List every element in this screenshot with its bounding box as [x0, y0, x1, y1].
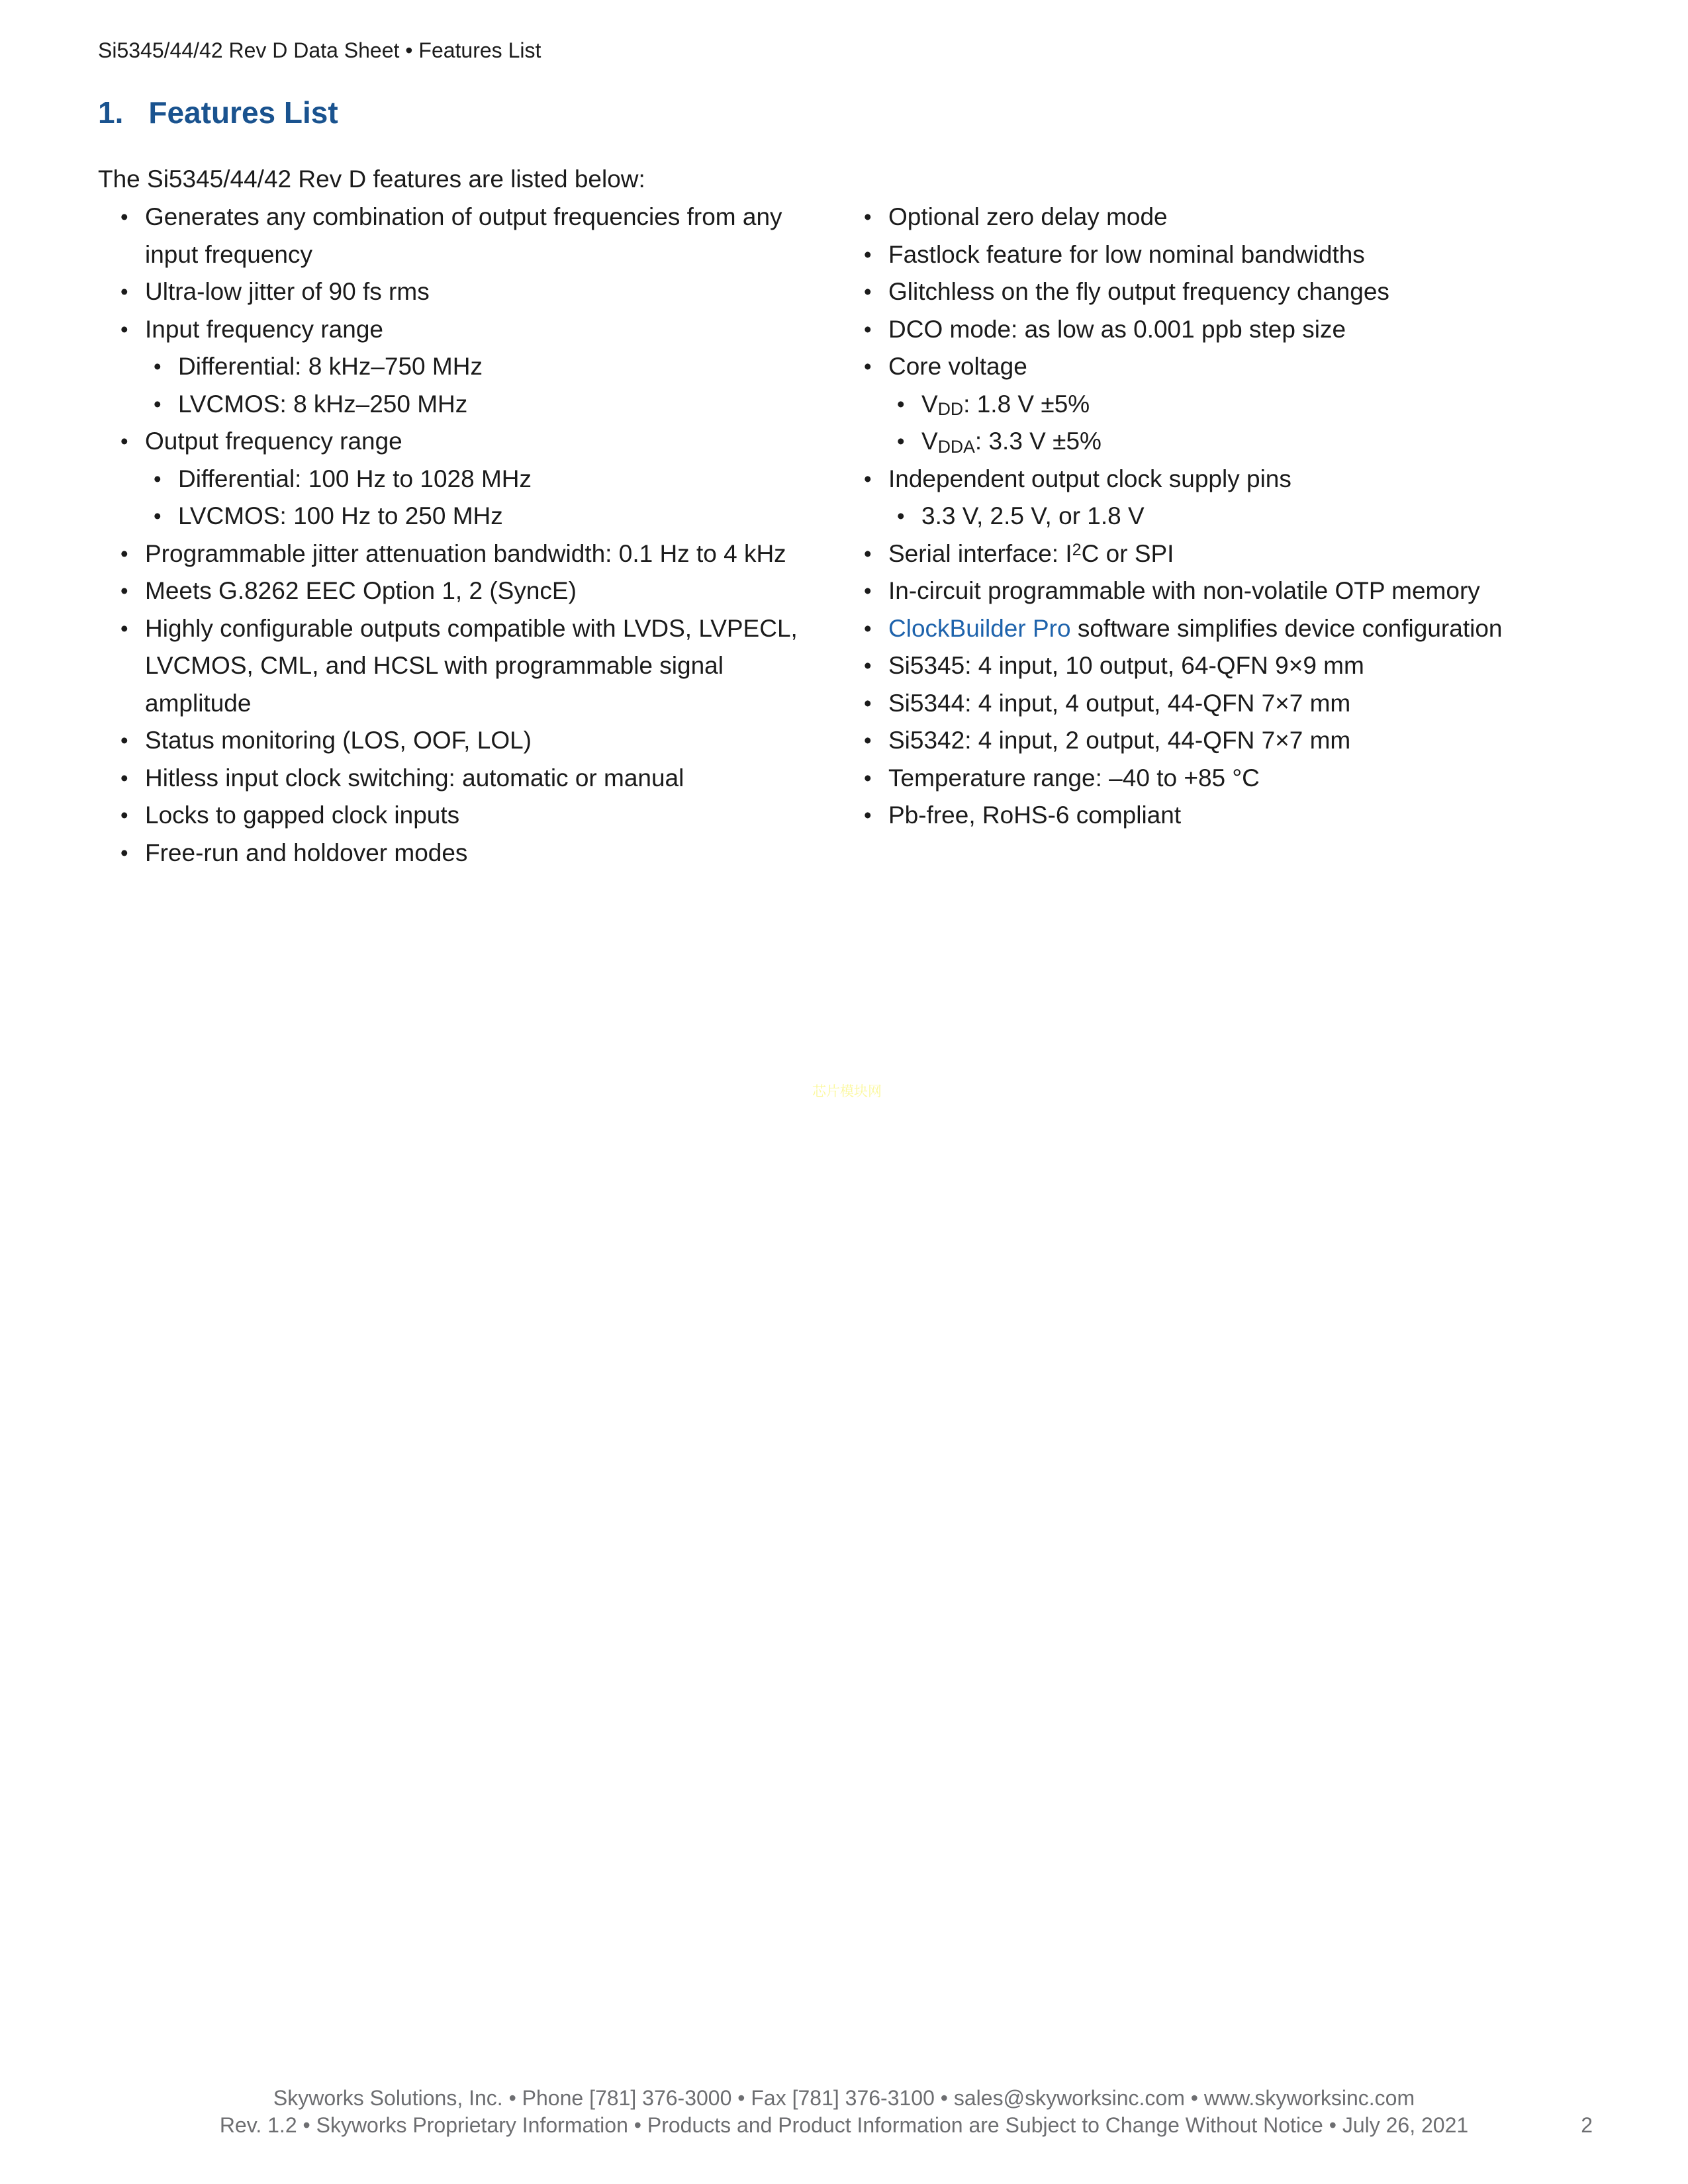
feature-item: [864, 685, 1592, 723]
feature-text-segment: Locks to gapped clock inputs: [145, 801, 460, 829]
bullet-icon: •: [897, 391, 905, 416]
feature-item: [864, 572, 1592, 610]
feature-text-segment: 3.3 V, 2.5 V, or 1.8 V: [921, 502, 1145, 529]
feature-text-segment: V: [921, 428, 938, 455]
feature-text: [178, 386, 829, 424]
bullet-icon: •: [120, 205, 128, 229]
feature-text: [145, 199, 829, 273]
feature-text-segment: Highly configurable outputs compatible with LVDS, LVPECL, LVCMOS, CML, and HCSL with programmable signal amplitude: [145, 614, 798, 717]
feature-text-segment: Differential: 100 Hz to 1028 MHz: [178, 465, 532, 492]
page-number: 2: [1581, 2113, 1593, 2137]
bullet-icon: •: [120, 578, 128, 603]
feature-item: [864, 610, 1592, 648]
feature-text-segment: Core voltage: [888, 353, 1027, 380]
page-footer: [0, 2085, 1688, 2139]
feature-item: [120, 311, 829, 349]
feature-text: [145, 311, 829, 349]
feature-text: [888, 647, 1592, 685]
feature-text-segment: V: [921, 390, 938, 418]
feature-text-segment: Glitchless on the fly output frequency changes: [888, 278, 1389, 305]
feature-item: [120, 797, 829, 835]
feature-item: [897, 423, 1592, 461]
feature-item: [120, 535, 829, 573]
bullet-icon: •: [864, 242, 872, 267]
bullet-icon: •: [864, 316, 872, 341]
bullet-icon: •: [864, 541, 872, 566]
feature-item: [120, 760, 829, 797]
feature-item: [154, 498, 829, 535]
footer-revision-line: Rev. 1.2 • Skyworks Proprietary Information • Products and Product Information are Subject to Change Without Notice • July 26, 2021: [219, 2113, 1469, 2137]
feature-text-segment: Si5345: 4 input, 10 output, 64-QFN 9×9 mm: [888, 652, 1364, 679]
feature-text-segment: Si5342: 4 input, 2 output, 44-QFN 7×7 mm: [888, 727, 1351, 754]
feature-text: [145, 535, 829, 573]
bullet-icon: •: [120, 840, 128, 865]
feature-item: [120, 835, 829, 872]
bullet-icon: •: [897, 429, 905, 453]
feature-text-segment: Fastlock feature for low nominal bandwidths: [888, 240, 1365, 268]
feature-text-segment: Differential: 8 kHz–750 MHz: [178, 353, 483, 380]
bullet-icon: •: [120, 429, 128, 453]
feature-item: [864, 273, 1592, 311]
feature-item: [864, 236, 1592, 274]
feature-text: [888, 236, 1592, 274]
running-header: Si5345/44/42 Rev D Data Sheet • Features List: [98, 38, 541, 62]
feature-item: [864, 722, 1592, 760]
feature-text: [921, 423, 1592, 461]
features-list-right: [864, 199, 1592, 835]
feature-text: [888, 610, 1592, 648]
feature-item: [154, 461, 829, 498]
feature-text-segment: Input frequency range: [145, 315, 383, 343]
feature-item: [864, 797, 1592, 835]
bullet-icon: •: [154, 504, 162, 528]
feature-text-segment: Ultra-low jitter of 90 fs rms: [145, 278, 430, 305]
bullet-icon: •: [120, 728, 128, 752]
feature-text: [178, 348, 829, 386]
intro-text: The Si5345/44/42 Rev D features are listed below:: [98, 165, 645, 193]
feature-text: [888, 311, 1592, 349]
feature-text-segment: LVCMOS: 100 Hz to 250 MHz: [178, 502, 503, 529]
feature-text-segment: Independent output clock supply pins: [888, 465, 1291, 492]
feature-text: [145, 423, 829, 461]
feature-item: [864, 199, 1592, 236]
bullet-icon: •: [154, 391, 162, 416]
feature-item: [120, 610, 829, 723]
bullet-icon: •: [864, 205, 872, 229]
bullet-icon: •: [864, 653, 872, 678]
feature-text-segment: Status monitoring (LOS, OOF, LOL): [145, 727, 532, 754]
bullet-icon: •: [864, 690, 872, 715]
feature-item: [120, 273, 829, 311]
feature-text-segment: : 3.3 V ±5%: [974, 428, 1102, 455]
feature-text-segment: DCO mode: as low as 0.001 ppb step size: [888, 315, 1346, 343]
feature-text: [178, 461, 829, 498]
bullet-icon: •: [864, 615, 872, 641]
feature-text: [178, 498, 829, 535]
feature-text-segment: Meets G.8262 EEC Option 1, 2 (SyncE): [145, 577, 577, 604]
feature-text-segment: In-circuit programmable with non-volatile OTP memory: [888, 577, 1480, 604]
feature-text-segment: 2: [1072, 540, 1082, 559]
feature-item: [154, 348, 829, 386]
bullet-icon: •: [864, 466, 872, 491]
feature-text: [921, 498, 1592, 535]
watermark: 芯片模块网: [812, 1084, 882, 1099]
feature-text-segment: Pb-free, RoHS-6 compliant: [888, 801, 1182, 829]
feature-item: [154, 386, 829, 424]
features-list-left: [120, 199, 829, 872]
feature-text: [888, 760, 1592, 797]
feature-text: [888, 348, 1592, 386]
section-number: 1.: [98, 95, 124, 130]
bullet-icon: •: [864, 765, 872, 790]
feature-text-segment: Temperature range: –40 to +85 °C: [888, 764, 1260, 792]
feature-text-segment: software simplifies device configuration: [1070, 614, 1503, 642]
section-title: [98, 94, 338, 131]
bullet-icon: •: [864, 354, 872, 379]
feature-item: [864, 311, 1592, 349]
feature-text-segment: Free-run and holdover modes: [145, 839, 468, 866]
feature-item: [120, 722, 829, 760]
feature-text-segment: Serial interface: I: [888, 539, 1072, 567]
bullet-icon: •: [120, 803, 128, 827]
feature-item: [864, 647, 1592, 685]
bullet-icon: •: [897, 504, 905, 528]
feature-text-segment: Si5344: 4 input, 4 output, 44-QFN 7×7 mm: [888, 689, 1351, 717]
bullet-icon: •: [864, 728, 872, 752]
bullet-icon: •: [120, 615, 128, 641]
feature-text: [888, 722, 1592, 760]
feature-text: [145, 273, 829, 311]
feature-text: [145, 572, 829, 610]
feature-item: [120, 423, 829, 461]
feature-text-segment: Hitless input clock switching: automatic or manual: [145, 764, 684, 792]
feature-text: [888, 572, 1592, 610]
feature-text: [145, 610, 829, 723]
feature-text: [888, 797, 1592, 835]
feature-text: [145, 835, 829, 872]
feature-text-segment: Generates any combination of output frequencies from any input frequency: [145, 203, 782, 268]
feature-text-segment: LVCMOS: 8 kHz–250 MHz: [178, 390, 468, 418]
feature-text: [888, 461, 1592, 498]
feature-text-segment: Optional zero delay mode: [888, 203, 1168, 230]
feature-text-segment: DDA: [937, 436, 975, 457]
bullet-icon: •: [120, 765, 128, 790]
feature-item: [864, 535, 1592, 573]
bullet-icon: •: [864, 279, 872, 304]
feature-text: [145, 797, 829, 835]
bullet-icon: •: [120, 316, 128, 341]
footer-contact-line: Skyworks Solutions, Inc. • Phone [781] 376-3000 • Fax [781] 376-3100 • sales@skyworksinc.com • www.skyworksinc.com: [273, 2086, 1415, 2110]
feature-text: [921, 386, 1592, 424]
feature-text-segment: DD: [937, 399, 964, 420]
feature-item: [897, 386, 1592, 424]
bullet-icon: •: [120, 541, 128, 566]
feature-item: [897, 498, 1592, 535]
feature-item: [864, 348, 1592, 386]
feature-text: [888, 199, 1592, 236]
feature-text: [145, 760, 829, 797]
feature-item: [864, 461, 1592, 498]
feature-item: [120, 572, 829, 610]
feature-text: [145, 722, 829, 760]
feature-text: [888, 685, 1592, 723]
feature-item: [864, 760, 1592, 797]
section-title-label: Features List: [148, 95, 338, 130]
feature-text-segment: : 1.8 V ±5%: [963, 390, 1090, 418]
feature-text-segment: C or SPI: [1081, 539, 1174, 567]
bullet-icon: •: [154, 354, 162, 379]
feature-text-segment: Output frequency range: [145, 428, 402, 455]
bullet-icon: •: [864, 578, 872, 603]
bullet-icon: •: [154, 466, 162, 491]
feature-text: [888, 535, 1592, 573]
bullet-icon: •: [120, 279, 128, 304]
feature-item: [120, 199, 829, 273]
feature-text: [888, 273, 1592, 311]
feature-text-segment: Programmable jitter attenuation bandwidth: 0.1 Hz to 4 kHz: [145, 539, 786, 567]
clockbuilder-pro-link[interactable]: ClockBuilder Pro: [888, 614, 1071, 642]
bullet-icon: •: [864, 803, 872, 827]
